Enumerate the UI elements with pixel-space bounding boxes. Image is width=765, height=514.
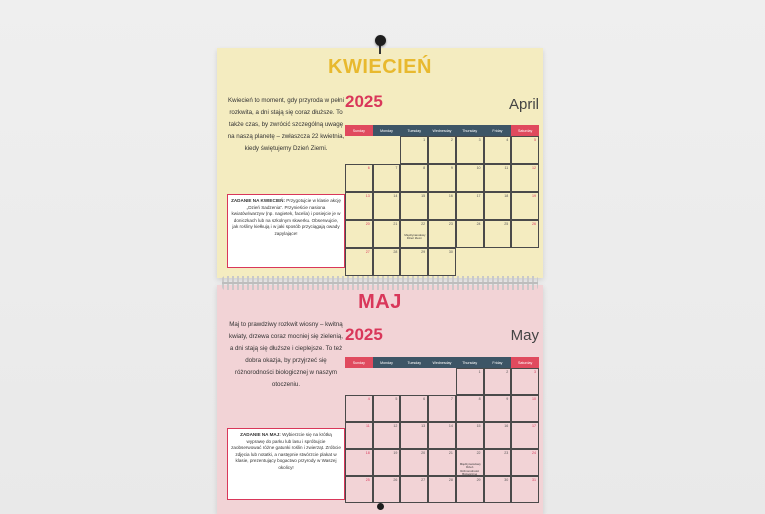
day-number: 19: [531, 194, 536, 198]
april-description: Kwiecień to moment, gdy przyroda w pełni rozkwita, a dni stają się coraz dłuższe. To także czas, by zwrócić szczególną uwagę na naszą planetę – zwłaszcza 22 kwietnia, kiedy świętujemy Dzień Ziemi.: [227, 97, 345, 152]
day-number: 23: [448, 222, 453, 226]
day-number: 27: [365, 250, 370, 254]
day-number: 24: [531, 451, 536, 455]
day-cell: [345, 248, 373, 276]
day-number: 31: [531, 478, 536, 482]
day-number: 2: [450, 138, 453, 142]
weekday-header: Friday: [484, 125, 512, 136]
day-cell: [345, 192, 373, 220]
day-cell: [345, 476, 373, 503]
day-cell: [373, 164, 401, 192]
day-number: 26: [531, 222, 536, 226]
day-cell: [400, 164, 428, 192]
hanging-pin: [375, 35, 386, 46]
day-number: 30: [504, 478, 509, 482]
day-cell: [456, 192, 484, 220]
day-number: 28: [393, 250, 398, 254]
april-title: KWIECIEŃ: [328, 56, 432, 78]
day-number: 15: [476, 424, 481, 428]
day-number: 10: [476, 166, 481, 170]
weekday-header: Tuesday: [400, 125, 428, 136]
may-task-text: Wybierzcie się na krótką wyprawę do parku lub lasu i spróbujcie zaobserwować różne gatunki roślin i zwierząt. Zróbcie zdjęcia lub notatki, a następnie stwórzcie plakat w klasie, prezentujący bogactwo przyrody w Waszej okolicy!: [231, 432, 341, 470]
day-cell: [511, 368, 539, 395]
day-cell: [484, 220, 512, 248]
day-number: 22: [476, 451, 481, 455]
day-cell: [456, 164, 484, 192]
day-cell: [428, 422, 456, 449]
day-cell: [484, 476, 512, 503]
may-title: MAJ: [358, 291, 402, 313]
day-cell: [428, 136, 456, 164]
may-task-box: [227, 428, 345, 500]
day-cell: [456, 422, 484, 449]
day-number: 5: [395, 397, 398, 401]
day-cell: [373, 192, 401, 220]
day-cell: [484, 248, 512, 276]
day-cell: [456, 248, 484, 276]
day-number: 12: [393, 424, 398, 428]
day-number: 12: [531, 166, 536, 170]
day-cell: [456, 449, 484, 476]
day-number: 13: [365, 194, 370, 198]
april-page: [217, 48, 543, 278]
day-number: 14: [393, 194, 398, 198]
day-cell: [428, 220, 456, 248]
day-number: 5: [533, 138, 536, 142]
day-number: 20: [421, 451, 426, 455]
april-year: 2025: [345, 92, 383, 111]
day-cell: [345, 422, 373, 449]
day-cell: [484, 136, 512, 164]
day-cell: [456, 395, 484, 422]
day-cell: [345, 220, 373, 248]
day-number: 18: [365, 451, 370, 455]
bottom-pin: [377, 503, 384, 510]
april-task-label: ZADANIE NA KWIECIEŃ:: [231, 198, 285, 203]
day-cell: [484, 395, 512, 422]
day-number: 21: [448, 451, 453, 455]
weekday-header: Monday: [373, 125, 401, 136]
day-cell: [400, 368, 428, 395]
day-number: 29: [421, 250, 426, 254]
day-cell: [345, 136, 373, 164]
day-cell: [511, 476, 539, 503]
day-number: 6: [423, 397, 426, 401]
day-cell: [400, 248, 428, 276]
day-cell: [428, 192, 456, 220]
day-number: 29: [476, 478, 481, 482]
day-number: 7: [395, 166, 398, 170]
day-number: 26: [393, 478, 398, 482]
day-cell: [511, 395, 539, 422]
day-cell: [484, 164, 512, 192]
april-task-text: Przygotujcie w klasie akcję „Dzień Sadzenia”. Przynieście nasiona kwiatów/warzyw (np. nagietek, facelia) i posiejcie je w doniczkach lub na szkolnym skwerku. Obserwujcie, jak rośliny kiełkują i w jaki sposób przyciągają owady zapylające!: [231, 198, 341, 236]
day-cell: [373, 248, 401, 276]
day-number: 9: [506, 397, 509, 401]
day-cell: [428, 164, 456, 192]
day-number: 8: [478, 397, 481, 401]
day-cell: [373, 449, 401, 476]
day-cell: [511, 136, 539, 164]
april-task-box: [227, 194, 345, 268]
day-number: 3: [533, 370, 536, 374]
day-number: 15: [421, 194, 426, 198]
day-number: 8: [423, 166, 426, 170]
day-cell: [373, 220, 401, 248]
day-cell: [400, 220, 428, 248]
day-cell: [400, 422, 428, 449]
day-number: 7: [450, 397, 453, 401]
day-number: 11: [365, 424, 370, 428]
day-cell: [400, 136, 428, 164]
april-english-month: April: [508, 96, 539, 113]
day-number: 25: [365, 478, 370, 482]
day-cell: [511, 164, 539, 192]
may-calendar-grid: [345, 357, 539, 503]
day-number: 4: [367, 397, 370, 401]
day-number: 16: [448, 194, 453, 198]
day-cell: [428, 449, 456, 476]
day-note: Międzynarodowy Dzień Ziemi: [404, 233, 426, 241]
day-cell: [484, 422, 512, 449]
may-english-month: May: [510, 327, 539, 344]
day-number: 16: [504, 424, 509, 428]
day-cell: [373, 136, 401, 164]
day-cell: [400, 449, 428, 476]
day-cell: [345, 368, 373, 395]
day-cell: [511, 422, 539, 449]
day-cell: [373, 422, 401, 449]
day-number: 27: [421, 478, 426, 482]
day-cell: [428, 476, 456, 503]
weekday-header: Thursday: [456, 125, 484, 136]
day-cell: [511, 192, 539, 220]
weekday-header: Wednesday: [428, 357, 456, 368]
day-note: Międzynarodowy Dzień Różnorodności Biologicznej: [459, 462, 481, 477]
day-cell: [400, 395, 428, 422]
day-cell: [400, 192, 428, 220]
day-number: 1: [478, 370, 481, 374]
day-number: 30: [448, 250, 453, 254]
day-cell: [511, 248, 539, 276]
weekday-header: Saturday: [511, 357, 539, 368]
may-description: Maj to prawdziwy rozkwit wiosny – kwitną kwiaty, drzewa coraz mocniej się zielenią, a dni stają się dłuższe i cieplejsze. To też dobra okazja, by przyjrzeć się różnorodności biologicznej w naszym otoczeniu.: [228, 321, 344, 388]
day-cell: [428, 368, 456, 395]
weekday-header: Sunday: [345, 125, 373, 136]
weekday-header: Saturday: [511, 125, 539, 136]
weekday-header: Friday: [484, 357, 512, 368]
day-number: 2: [506, 370, 509, 374]
day-number: 17: [531, 424, 536, 428]
day-number: 10: [531, 397, 536, 401]
weekday-header: Tuesday: [400, 357, 428, 368]
day-cell: [428, 248, 456, 276]
day-number: 25: [504, 222, 509, 226]
day-cell: [345, 395, 373, 422]
day-cell: [400, 476, 428, 503]
day-number: 21: [393, 222, 398, 226]
day-number: 14: [448, 424, 453, 428]
day-number: 28: [448, 478, 453, 482]
day-number: 4: [506, 138, 509, 142]
weekday-header: Sunday: [345, 357, 373, 368]
day-cell: [345, 449, 373, 476]
day-number: 3: [478, 138, 481, 142]
day-number: 11: [504, 166, 509, 170]
weekday-header: Wednesday: [428, 125, 456, 136]
day-cell: [484, 192, 512, 220]
day-cell: [456, 136, 484, 164]
day-number: 1: [423, 138, 426, 142]
day-cell: [373, 395, 401, 422]
day-cell: [511, 220, 539, 248]
day-number: 24: [476, 222, 481, 226]
weekday-header: Thursday: [456, 357, 484, 368]
day-cell: [373, 368, 401, 395]
day-cell: [456, 476, 484, 503]
april-calendar-grid: [345, 125, 539, 276]
weekday-header: Monday: [373, 357, 401, 368]
day-cell: [345, 164, 373, 192]
day-number: 6: [367, 166, 370, 170]
day-cell: [456, 368, 484, 395]
day-number: 17: [476, 194, 481, 198]
day-cell: [373, 476, 401, 503]
may-task-label: ZADANIE NA MAJ:: [240, 432, 281, 437]
day-cell: [484, 449, 512, 476]
day-number: 9: [450, 166, 453, 170]
day-number: 19: [393, 451, 398, 455]
day-cell: [456, 220, 484, 248]
spiral-binding: [222, 276, 538, 290]
day-cell: [511, 449, 539, 476]
day-cell: [428, 395, 456, 422]
day-cell: [484, 368, 512, 395]
day-number: 22: [421, 222, 426, 226]
may-page: [217, 285, 543, 514]
day-number: 20: [365, 222, 370, 226]
may-year: 2025: [345, 325, 383, 344]
day-number: 23: [504, 451, 509, 455]
day-number: 18: [504, 194, 509, 198]
day-number: 13: [421, 424, 426, 428]
